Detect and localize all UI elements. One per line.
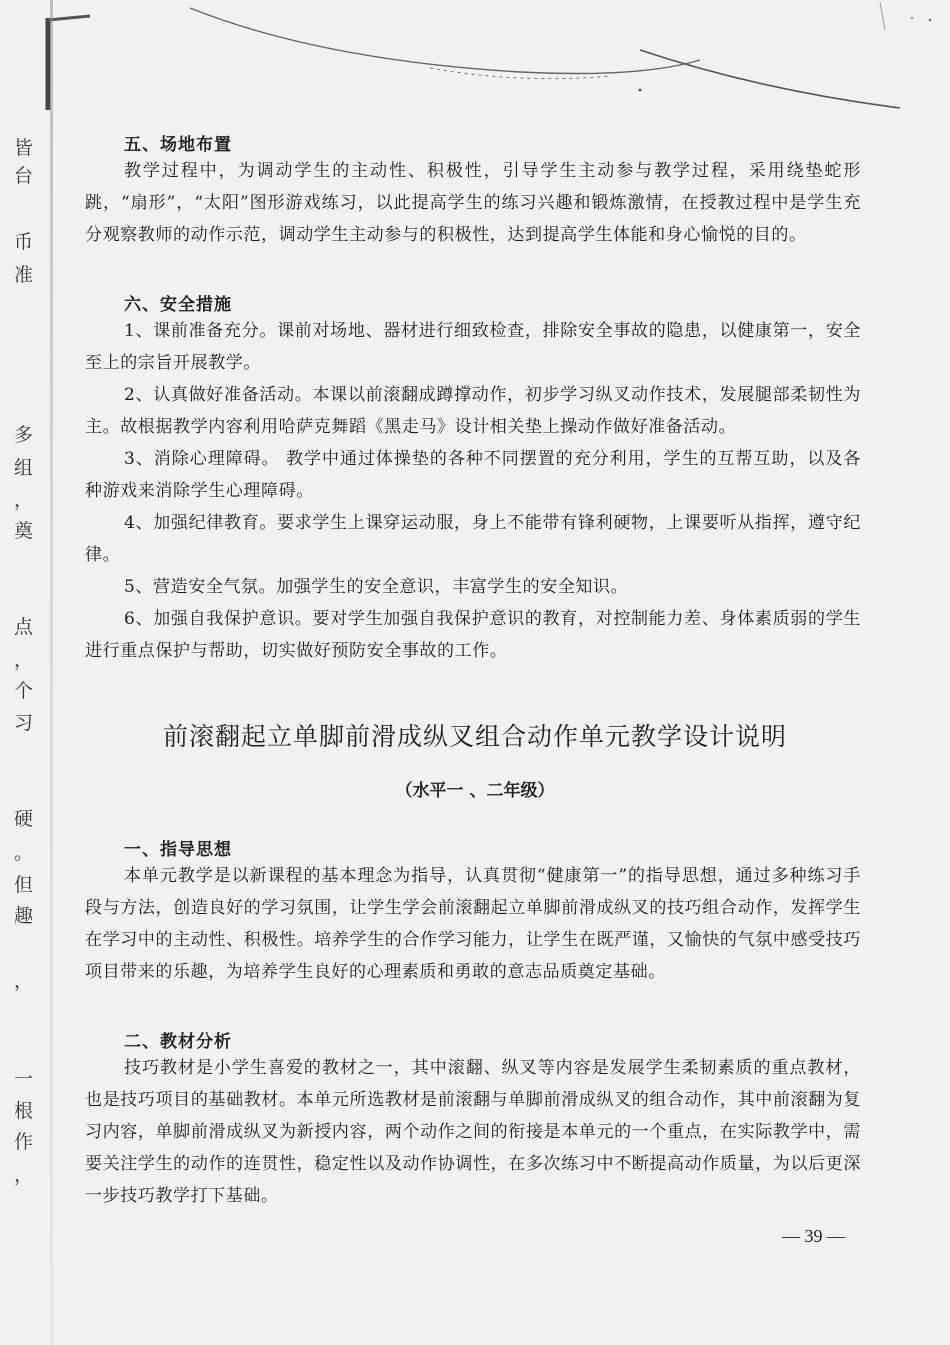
- safety-item-5: 5、营造安全气氛。加强学生的安全意识，丰富学生的安全知识。: [124, 577, 629, 597]
- margin-char: 。: [14, 842, 34, 864]
- section-heading-safety: 六、安全措施: [124, 295, 232, 315]
- safety-item-1: 1、课前准备充分。课前对场地、器材进行细致检查，排除安全事故的隐患，以健康第一，安全至上的宗旨开展教学。: [85, 321, 861, 373]
- margin-char: 一: [14, 1068, 34, 1090]
- margin-char: 奠: [14, 520, 34, 542]
- safety-item-4: 4、加强纪律教育。要求学生上课穿运动服，身上不能带有锋利硬物，上课要听从指挥，遵守纪律。: [85, 513, 861, 565]
- margin-char: 点: [14, 616, 34, 638]
- margin-char: 作: [14, 1131, 34, 1153]
- page-number: — 39 —: [782, 1226, 845, 1246]
- margin-char: 硬: [14, 808, 34, 830]
- safety-item-2: 2、认真做好准备活动。本课以前滚翻成蹲撑动作，初步学习纵叉动作技术，发展腿部柔韧性为主。故根据教学内容利用哈萨克舞蹈《黑走马》设计相关垫上操动作做好准备活动。: [85, 385, 861, 437]
- paragraph-venue: 教学过程中，为调动学生的主动性、积极性，引导学生主动参与教学过程，采用绕垫蛇形跳，“扇形”，“太阳”图形游戏练习，以此提高学生的练习兴趣和锻炼激情，在授教过程中是学生充分观察教师的动作示范，调动学生主动参与的积极性，达到提高学生体能和身心愉悦的目的。: [85, 161, 861, 245]
- section-heading-guiding: 一、指导思想: [124, 840, 232, 860]
- margin-char: ，: [14, 649, 34, 671]
- margin-char: 习: [14, 712, 34, 734]
- margin-char: ，: [14, 970, 34, 992]
- margin-char: 台: [14, 165, 34, 187]
- safety-item-6: 6、加强自我保护意识。要对学生加强自我保护意识的教育，对控制能力差、身体素质弱的学生进行重点保护与帮助，切实做好预防安全事故的工作。: [85, 609, 861, 661]
- paragraph-material: 技巧教材是小学生喜爱的教材之一，其中滚翻、纵叉等内容是发展学生柔韧素质的重点教材，也是技巧项目的基础教材。本单元所选教材是前滚翻与单脚前滑成纵叉的组合动作，其中前滚翻为复习内容，单脚前滑成纵叉为新授内容，两个动作之间的衔接是本单元的一个重点，在实际教学中，需要关注学生的动作的连贯性，稳定性以及动作协调性，在多次练习中不断提高动作质量，为以后更深一步技巧教学打下基础。: [85, 1058, 861, 1206]
- section-heading-venue: 五、场地布置: [124, 135, 232, 155]
- margin-char: 组: [14, 457, 34, 479]
- margin-char: 但: [14, 874, 34, 896]
- margin-char: 皆: [14, 137, 34, 159]
- margin-char: 个: [14, 680, 34, 702]
- unit-subtitle: （水平一 、二年级）: [395, 781, 555, 801]
- margin-char: 根: [14, 1100, 34, 1122]
- section-heading-material: 二、教材分析: [124, 1032, 232, 1052]
- safety-item-3: 3、消除心理障碍。 教学中通过体操垫的各种不同摆置的充分利用，学生的互帮互助，以及各种游戏来消除学生心理障碍。: [85, 449, 861, 501]
- paragraph-guiding: 本单元教学是以新课程的基本理念为指导，认真贯彻“健康第一”的指导思想，通过多种练习手段与方法，创造良好的学习氛围，让学生学会前滚翻起立单脚前滑成纵叉的技巧组合动作，发挥学生在学习中的主动性、积极性。培养学生的合作学习能力，让学生在既严谨，又愉快的气氛中感受技巧项目带来的乐趣，为培养学生良好的心理素质和勇敢的意志品质奠定基础。: [85, 866, 861, 982]
- margin-char: ，: [14, 1164, 34, 1186]
- unit-title: 前滚翻起立单脚前滑成纵叉组合动作单元教学设计说明: [162, 722, 787, 751]
- margin-char: 多: [14, 424, 34, 446]
- margin-char: 准: [14, 264, 34, 286]
- margin-char: 趣: [14, 905, 34, 927]
- margin-char: ，: [14, 489, 34, 511]
- margin-char: 币: [14, 231, 34, 253]
